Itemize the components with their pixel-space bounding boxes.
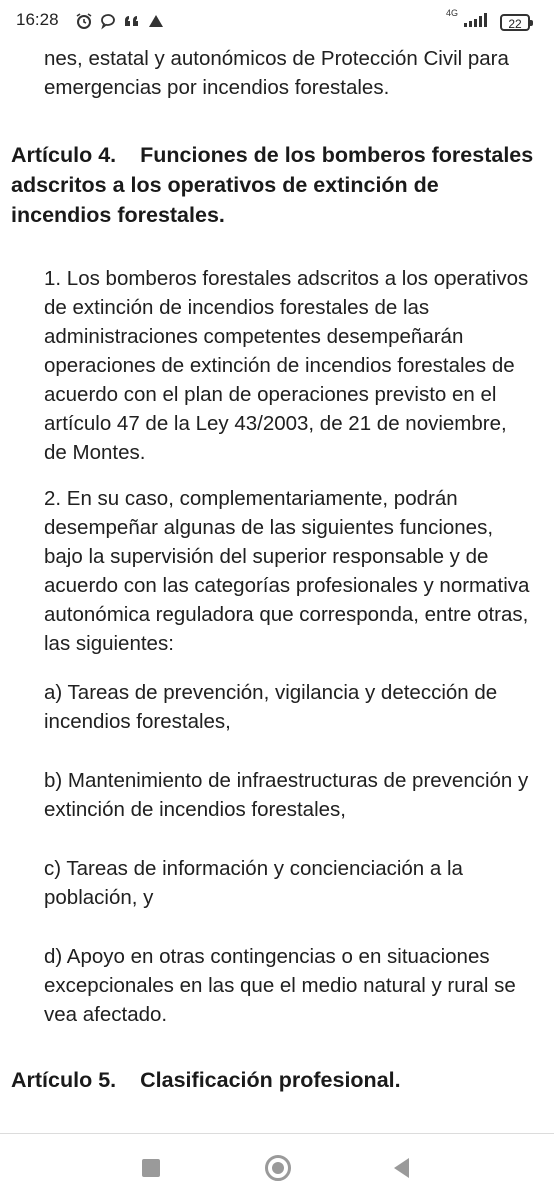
paragraph-1: 1. Los bomberos forestales adscritos a los operativos de extinción de incendios forestales de las administraciones competentes desempeñarán operaciones de extinción de incendios forestales de acuerdo con el plan de operaciones previsto en el artículo 47 de la Ley 43/2003, de 21 de noviembre, de Montes. xyxy=(44,267,529,464)
article-5-heading xyxy=(11,1065,541,1095)
triangle-icon xyxy=(147,12,165,30)
paragraph-continuation: nes, estatal y autonómicos de Protección Civil para emergencias por incendios forestales. xyxy=(44,47,509,99)
chat-bubble-icon xyxy=(99,12,117,30)
back-icon[interactable] xyxy=(394,1158,409,1178)
status-bar xyxy=(0,0,554,42)
paragraph-2: 2. En su caso, complementariamente, podrán desempeñar algunas de las siguientes funciones, bajo la supervisión del superior responsable y de acuerdo con las categorías profesionales y normativa autonómica reguladora que corresponda, entre otras, las siguientes: xyxy=(44,487,530,655)
article-5-title: Clasificación profesional. xyxy=(140,1068,401,1092)
home-icon[interactable] xyxy=(265,1155,291,1181)
article-4-heading xyxy=(11,140,541,230)
list-item-c: c) Tareas de información y concienciación a la población, y xyxy=(44,857,463,909)
list-item-d: d) Apoyo en otras contingencias o en situaciones excepcionales en las que el medio natural y rural se vea afectado. xyxy=(44,945,516,1026)
battery-icon: 22 xyxy=(500,14,530,31)
article-4-number: Artículo 4. xyxy=(11,143,117,167)
signal-icon xyxy=(462,12,492,33)
list-item-a: a) Tareas de prevención, vigilancia y detección de incendios forestales, xyxy=(44,681,498,733)
article-5-number: Artículo 5. xyxy=(11,1068,117,1092)
article-4-title: Funciones de los bomberos forestales adscritos a los operativos de extinción de incendios forestales. xyxy=(11,143,534,227)
recent-apps-icon[interactable] xyxy=(142,1159,160,1177)
status-notification-icons xyxy=(75,12,165,30)
navigation-bar xyxy=(0,1134,554,1200)
status-time: 16:28 xyxy=(16,10,59,29)
double-quote-icon xyxy=(123,12,141,30)
alarm-icon xyxy=(75,12,93,30)
network-type: 4G xyxy=(445,8,458,18)
list-item-b: b) Mantenimiento de infraestructuras de prevención y extinción de incendios forestales, xyxy=(44,769,529,821)
